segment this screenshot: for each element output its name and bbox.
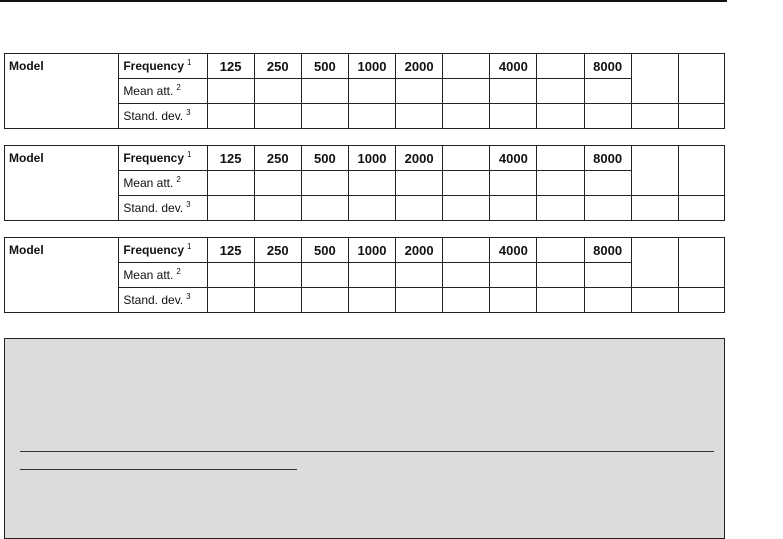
header-rule — [0, 0, 727, 2]
stand-dev-label: Stand. dev. $^3$ — [119, 196, 207, 221]
value-cell — [490, 288, 537, 313]
model-value-cell — [5, 171, 119, 221]
value-cell — [348, 263, 395, 288]
value-cell — [490, 79, 537, 104]
value-cell — [254, 79, 301, 104]
value-cell — [207, 263, 254, 288]
value-cell — [396, 171, 443, 196]
extra-cell — [678, 54, 724, 104]
mean-att-row — [5, 263, 725, 288]
value-cell — [443, 196, 490, 221]
attenuation-table-1 — [4, 53, 725, 129]
value-cell — [301, 171, 348, 196]
freq-4000: 4000 — [490, 146, 537, 171]
extra-cell — [631, 104, 678, 129]
value-cell — [348, 196, 395, 221]
freq-500: 500 — [301, 238, 348, 263]
freq-4000: 4000 — [490, 238, 537, 263]
freq-2000: 2000 — [396, 54, 443, 79]
freq-1000: 1000 — [348, 146, 395, 171]
mean-att-row — [5, 79, 725, 104]
value-cell — [207, 196, 254, 221]
model-value-cell — [5, 79, 119, 129]
attenuation-table-3 — [4, 237, 725, 313]
signature-line-short — [20, 469, 297, 470]
freq-1000: 1000 — [348, 54, 395, 79]
freq-4000: 4000 — [490, 54, 537, 79]
value-cell — [490, 196, 537, 221]
extra-cell — [631, 196, 678, 221]
freq-blank-2 — [537, 238, 584, 263]
mean-att-row — [5, 171, 725, 196]
value-cell — [396, 196, 443, 221]
model-label: Model — [5, 54, 119, 79]
mean-att-label: Mean att. $^2$ — [119, 79, 207, 104]
value-cell — [490, 104, 537, 129]
value-cell — [396, 104, 443, 129]
mean-att-label: Mean att. $^2$ — [119, 263, 207, 288]
model-label: Model — [5, 146, 119, 171]
value-cell — [396, 263, 443, 288]
extra-cell — [678, 196, 724, 221]
value-cell — [348, 104, 395, 129]
freq-blank-1 — [443, 54, 490, 79]
value-cell — [348, 288, 395, 313]
value-cell — [254, 104, 301, 129]
value-cell — [537, 196, 584, 221]
frequency-row — [5, 238, 725, 263]
value-cell — [490, 171, 537, 196]
value-cell — [537, 104, 584, 129]
value-cell — [254, 263, 301, 288]
value-cell — [207, 171, 254, 196]
value-cell — [207, 79, 254, 104]
notes-box — [4, 338, 725, 539]
value-cell — [301, 196, 348, 221]
frequency-row — [5, 54, 725, 79]
freq-8000: 8000 — [584, 238, 631, 263]
freq-125: 125 — [207, 146, 254, 171]
value-cell — [396, 79, 443, 104]
value-cell — [254, 171, 301, 196]
value-cell — [584, 79, 631, 104]
freq-250: 250 — [254, 146, 301, 171]
value-cell — [537, 79, 584, 104]
model-label: Model — [5, 238, 119, 263]
extra-cell — [631, 288, 678, 313]
value-cell — [537, 171, 584, 196]
value-cell — [443, 104, 490, 129]
attenuation-table-2 — [4, 145, 725, 221]
value-cell — [537, 288, 584, 313]
freq-8000: 8000 — [584, 146, 631, 171]
freq-1000: 1000 — [348, 238, 395, 263]
value-cell — [301, 288, 348, 313]
value-cell — [396, 288, 443, 313]
freq-500: 500 — [301, 146, 348, 171]
value-cell — [254, 196, 301, 221]
freq-blank-1 — [443, 238, 490, 263]
value-cell — [348, 79, 395, 104]
freq-125: 125 — [207, 54, 254, 79]
value-cell — [301, 104, 348, 129]
frequency-label: Frequency $^1$ — [119, 238, 207, 263]
signature-line — [20, 451, 714, 452]
value-cell — [443, 263, 490, 288]
freq-blank-2 — [537, 54, 584, 79]
freq-2000: 2000 — [396, 146, 443, 171]
value-cell — [207, 104, 254, 129]
freq-250: 250 — [254, 54, 301, 79]
frequency-row — [5, 146, 725, 171]
value-cell — [584, 104, 631, 129]
extra-cell — [678, 288, 724, 313]
extra-cell — [678, 146, 724, 196]
frequency-label: Frequency $^1$ — [119, 54, 207, 79]
stand-dev-label: Stand. dev. $^3$ — [119, 104, 207, 129]
extra-cell — [631, 54, 678, 104]
freq-blank-1 — [443, 146, 490, 171]
value-cell — [584, 263, 631, 288]
value-cell — [490, 263, 537, 288]
freq-250: 250 — [254, 238, 301, 263]
value-cell — [537, 263, 584, 288]
value-cell — [301, 263, 348, 288]
value-cell — [584, 288, 631, 313]
value-cell — [443, 79, 490, 104]
value-cell — [207, 288, 254, 313]
value-cell — [301, 79, 348, 104]
extra-cell — [678, 238, 724, 288]
value-cell — [443, 171, 490, 196]
model-value-cell — [5, 263, 119, 313]
freq-2000: 2000 — [396, 238, 443, 263]
extra-cell — [631, 146, 678, 196]
freq-8000: 8000 — [584, 54, 631, 79]
frequency-label: Frequency $^1$ — [119, 146, 207, 171]
value-cell — [254, 288, 301, 313]
stand-dev-label: Stand. dev. $^3$ — [119, 288, 207, 313]
extra-cell — [678, 104, 724, 129]
mean-att-label: Mean att. $^2$ — [119, 171, 207, 196]
freq-500: 500 — [301, 54, 348, 79]
value-cell — [443, 288, 490, 313]
freq-blank-2 — [537, 146, 584, 171]
value-cell — [584, 196, 631, 221]
value-cell — [348, 171, 395, 196]
extra-cell — [631, 238, 678, 288]
freq-125: 125 — [207, 238, 254, 263]
value-cell — [584, 171, 631, 196]
